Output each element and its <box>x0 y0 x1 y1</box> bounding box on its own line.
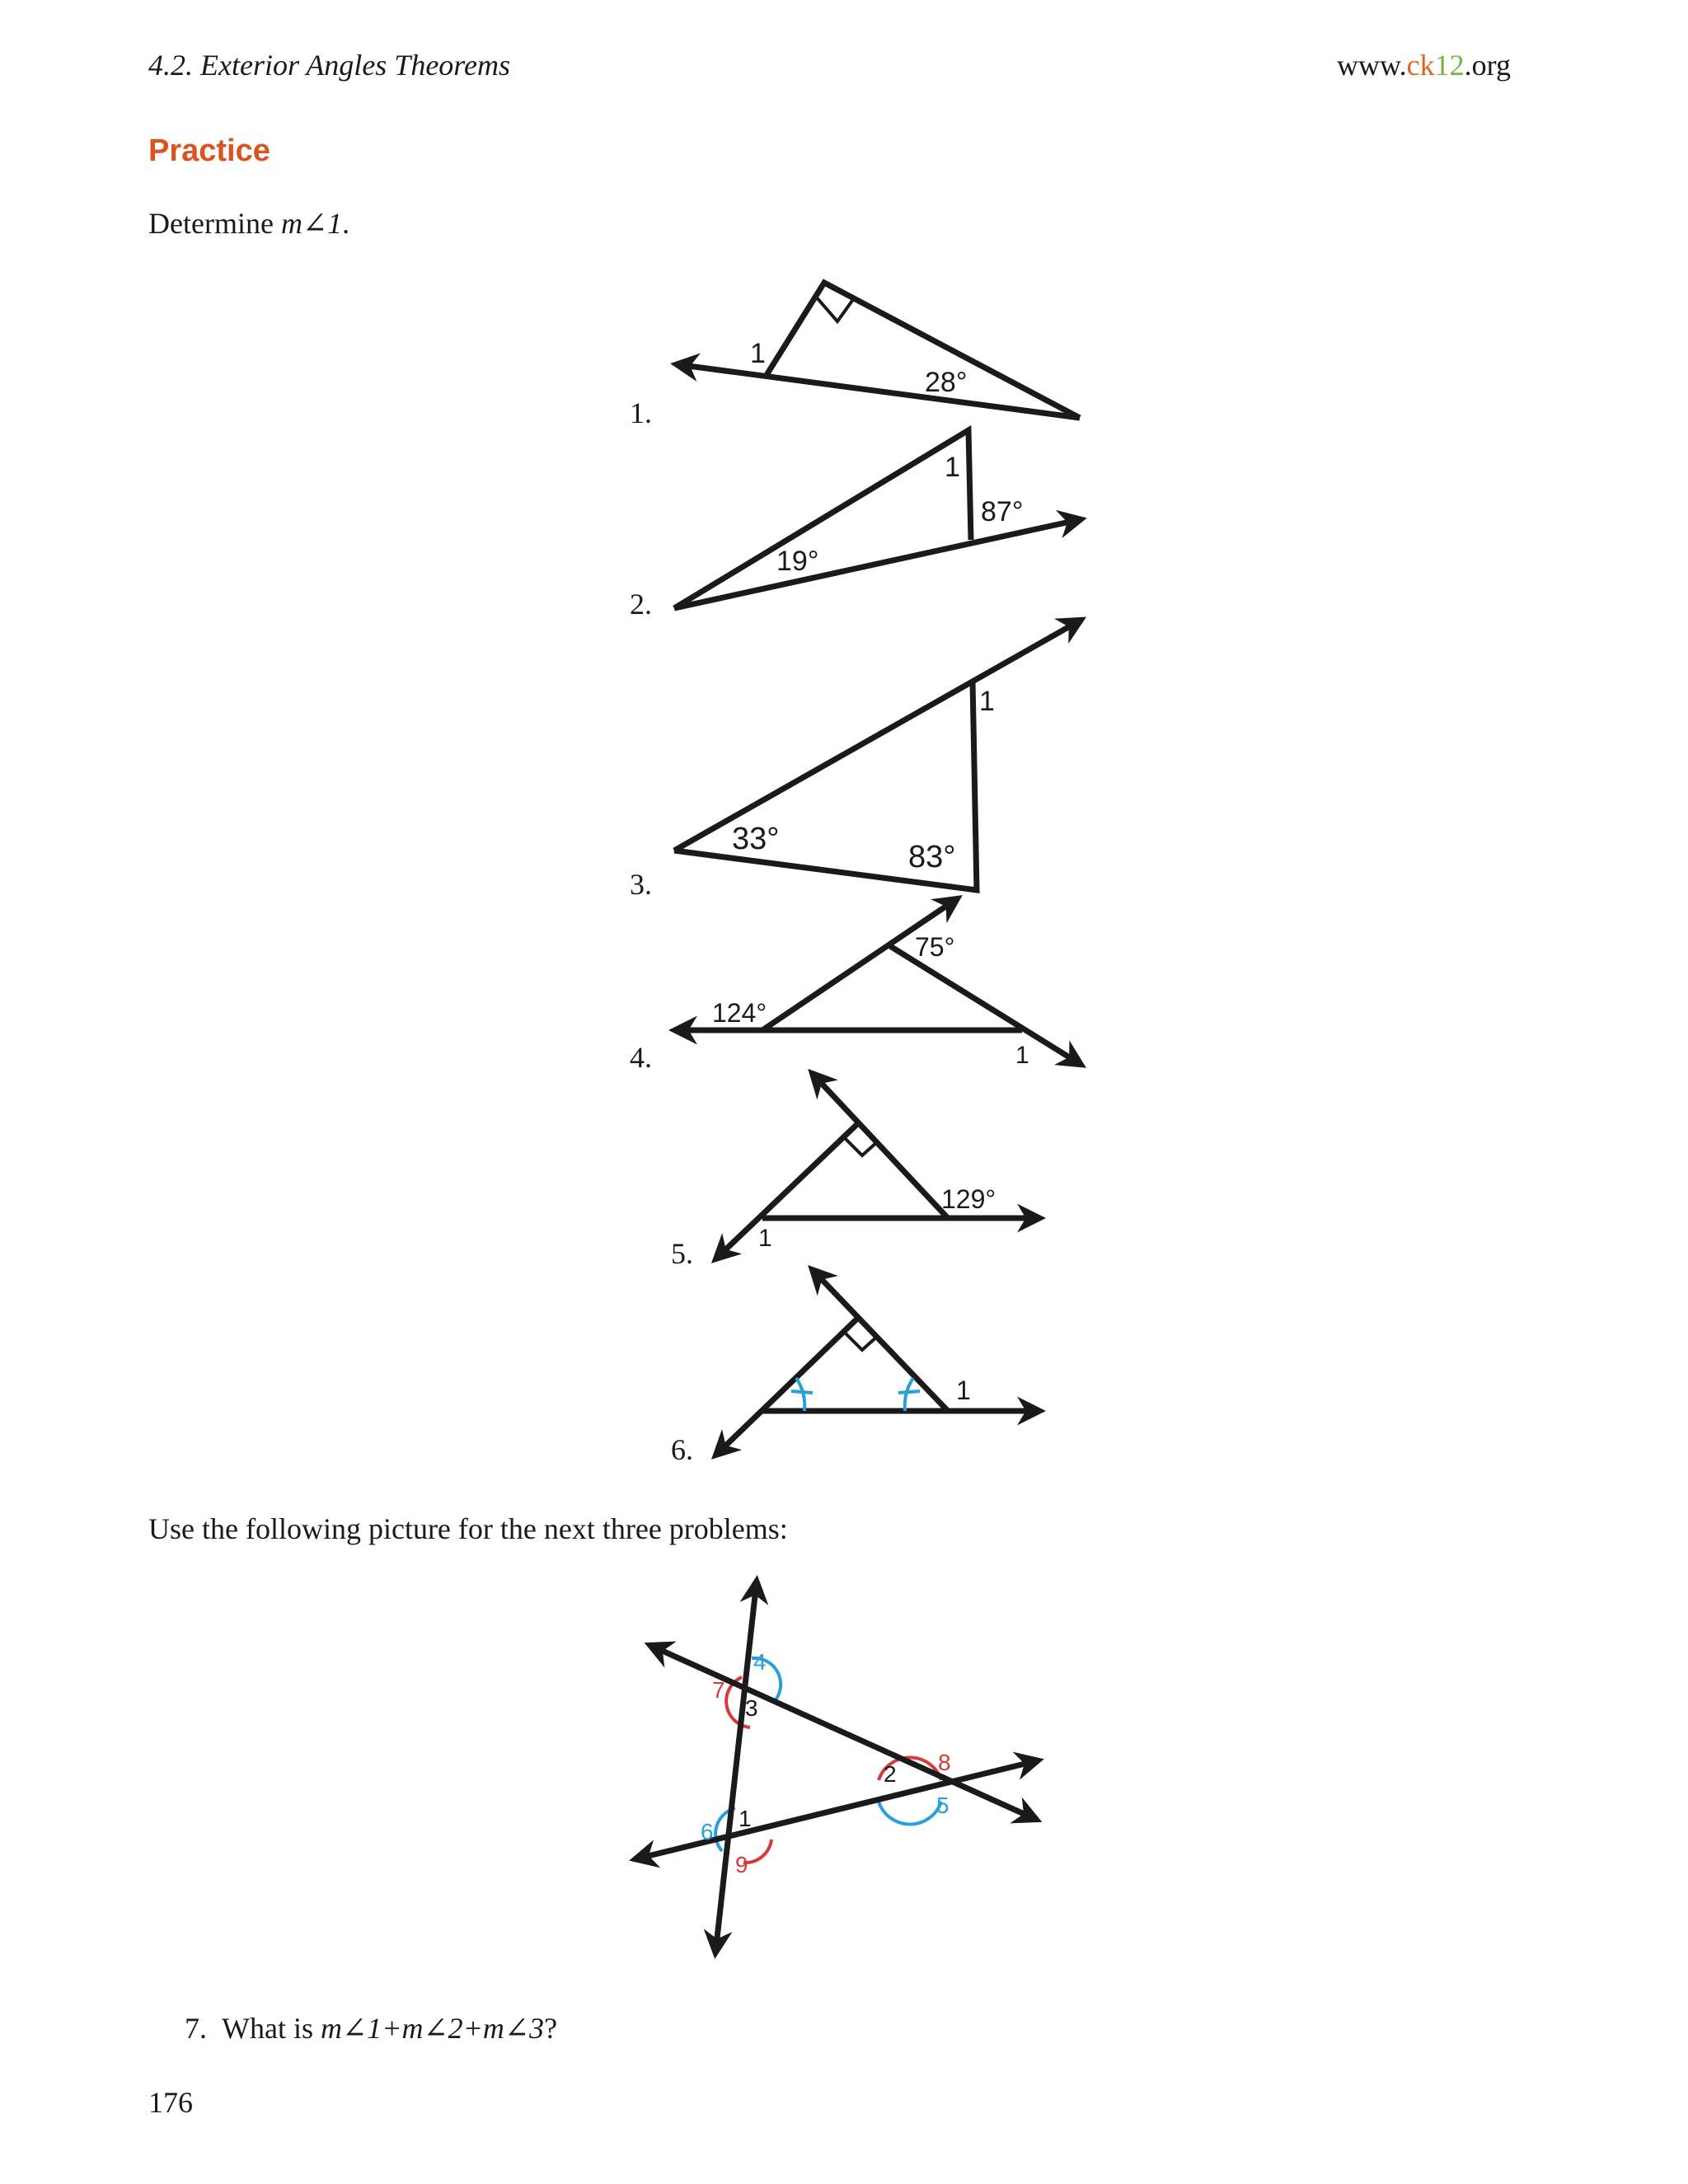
problem-3-number: 3. <box>630 868 652 901</box>
section-title: Practice <box>148 134 270 168</box>
problem-3-label-33: 33° <box>732 822 780 856</box>
problem-4-label-124: 124° <box>712 998 767 1028</box>
label-1: 1 <box>738 1806 752 1831</box>
problem-4-number: 4. <box>630 1041 652 1074</box>
label-9: 9 <box>735 1852 748 1877</box>
problem-2-label-87: 87° <box>981 496 1024 527</box>
label-5: 5 <box>936 1793 950 1818</box>
problem-2-label-angle: 1 <box>945 452 960 483</box>
chapter-title: 4.2. Exterior Angles Theorems <box>148 49 510 82</box>
intersecting-lines-figure <box>610 1566 1071 1961</box>
problem-6-congruence-marks <box>791 1378 920 1411</box>
problem-5-label-129: 129° <box>941 1184 996 1214</box>
problem-3-label-angle: 1 <box>979 686 995 717</box>
question-7-text: What is <box>222 2012 321 2045</box>
problem-5-number: 5. <box>671 1237 693 1270</box>
site-url-prefix: www. <box>1337 49 1407 82</box>
instruction-math: m∠1 <box>280 207 343 240</box>
problem-6-label-angle: 1 <box>956 1376 971 1405</box>
problem-4-figure <box>674 898 1081 1065</box>
line-descending <box>649 1645 1037 1820</box>
problem-4-label-75: 75° <box>915 932 955 962</box>
problem-4-label-angle: 1 <box>1015 1042 1029 1069</box>
problem-3-label-83: 83° <box>908 840 956 874</box>
problem-6-figure <box>715 1269 1040 1455</box>
problem-1-figure <box>676 283 1080 418</box>
label-4: 4 <box>753 1649 767 1675</box>
problem-2-number: 2. <box>630 588 652 621</box>
problem-5-label-angle: 1 <box>758 1225 772 1252</box>
line-vertical <box>715 1581 757 1953</box>
line-ascending <box>635 1760 1039 1859</box>
site-url-12: 12 <box>1434 49 1465 82</box>
site-url-ck: ck <box>1406 49 1435 82</box>
question-7 <box>185 2011 557 2046</box>
problem-1-number: 1. <box>630 396 652 429</box>
instruction-tail: . <box>342 207 350 240</box>
problem-6-number: 6. <box>671 1433 693 1466</box>
label-7: 7 <box>712 1677 725 1703</box>
arc-5 <box>879 1802 941 1825</box>
problem-1-label-28: 28° <box>925 367 968 398</box>
problem-1-label-angle: 1 <box>750 338 766 369</box>
question-7-math: m∠1+m∠2+m∠3 <box>320 2012 545 2045</box>
label-3: 3 <box>745 1695 758 1721</box>
page-number: 176 <box>148 2086 193 2119</box>
picture-intro: Use the following picture for the next three problems: <box>148 1512 788 1545</box>
label-6: 6 <box>701 1819 714 1844</box>
instruction-text: Determine <box>148 207 281 240</box>
question-7-number: 7. <box>185 2012 207 2045</box>
question-7-tail: ? <box>544 2012 558 2045</box>
label-2: 2 <box>884 1761 897 1787</box>
site-url-suffix: .org <box>1464 49 1511 82</box>
label-8: 8 <box>938 1750 951 1775</box>
problem-2-label-19: 19° <box>776 546 819 577</box>
